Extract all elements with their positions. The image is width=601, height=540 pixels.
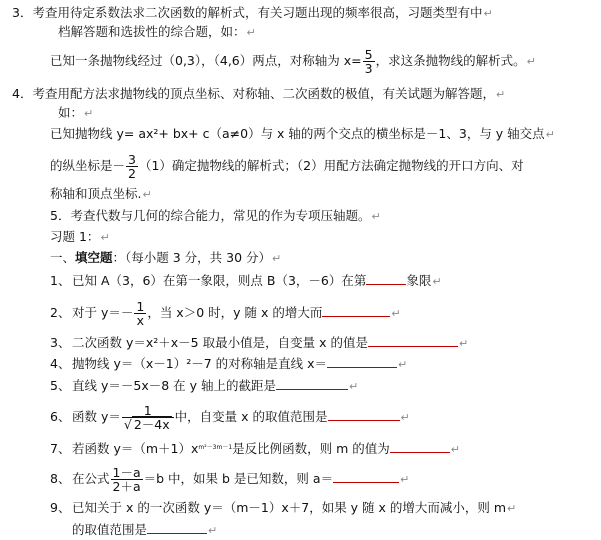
answer-blank-1[interactable] <box>366 272 406 285</box>
question-9: 9、 已知关于 x 的一次函数 y＝（m－1）x＋7，如果 y 随 x 的增大而减小，则 m↵ <box>50 500 517 515</box>
paragraph-mark-icon: ↵ <box>208 524 218 537</box>
para-3-line-2: 档解答题和选拔性的综合题，如：↵ <box>58 24 256 39</box>
paragraph-mark-icon: ↵ <box>398 358 408 371</box>
paragraph-mark-icon: ↵ <box>450 443 460 456</box>
sqrt-icon: √ <box>123 417 132 432</box>
para-4-line-1: 4．考查用配方法求抛物线的顶点坐标、对称轴、二次函数的极值，有关试题为解答题，↵ <box>12 86 506 101</box>
paragraph-mark-icon: ↵ <box>349 380 359 393</box>
paragraph-mark-icon: ↵ <box>100 231 110 244</box>
answer-blank-8[interactable] <box>333 470 399 483</box>
paragraph-mark-icon: ↵ <box>495 88 506 101</box>
answer-blank-2[interactable] <box>322 304 390 317</box>
para-5-line-1: 5．考查代数与几何的综合能力，常见的作为专项压轴题。↵ <box>50 208 381 223</box>
para-4-line-4: 的纵坐标是－ $\frac{3}{2}$ （1）确定抛物线的解析式；（2）用配方法确定抛物线的开口方向、对 <box>50 152 524 181</box>
fraction-1-x: $\frac{1}{x}$ <box>136 299 145 328</box>
para-4-line-3: 已知抛物线 y= ax²+ bx+ c（a≠0）与 x 轴的两个交点的横坐标是－1、3，与 y 轴交点↵ <box>50 126 555 141</box>
answer-blank-5[interactable] <box>276 377 348 390</box>
question-6: 6、 函数 y＝ $\frac{1}{√ 2-4x}$ 中，自变量 x 的取值范围是 ↵ <box>50 403 410 432</box>
paragraph-mark-icon: ↵ <box>246 26 256 39</box>
fraction-3-2: $\frac{3}{2}$ <box>128 152 136 181</box>
exponent: m²－3m－1 <box>198 444 233 451</box>
section-title: 一、填空题：（每小题 3 分，共 30 分）↵ <box>50 250 282 265</box>
question-7: 7、 若函数 $y=(m+1)x^{m^2-3m-1}$是反比例函数，则 m 的值为 ↵ <box>50 441 460 456</box>
question-9-line-2: 的取值范围是 ↵ <box>72 522 218 537</box>
paragraph-mark-icon: ↵ <box>483 7 493 20</box>
paragraph-mark-icon: ↵ <box>391 307 401 320</box>
paragraph-mark-icon: ↵ <box>545 128 555 141</box>
paragraph-mark-icon: ↵ <box>400 411 410 424</box>
question-5: 5、 直线 y＝－5x－8 在 y 轴上的截距是 ↵ <box>50 378 359 393</box>
question-3: 3、 二次函数 y＝x²＋x－5 取最小值是，自变量 x 的值是 ↵ <box>50 335 469 350</box>
fraction-1-a-2-a: $\frac{1-a}{2+a}$ <box>112 465 141 494</box>
fraction-5-3: $\frac{5}{3}$ <box>364 47 373 76</box>
answer-blank-7[interactable] <box>390 440 450 453</box>
para-3-line-3: 已知一条抛物线经过（0,3），（4,6）两点，对称轴为 x= $\frac{5}{3}$ ，求这条抛物线的解析式。↵ <box>50 47 536 76</box>
question-8: 8、 在公式 $\frac{1-a}{2+a}$ ＝b 中，如果 b 是已知数，则 a＝ ↵ <box>50 465 410 494</box>
paragraph-mark-icon: ↵ <box>400 473 410 486</box>
question-1: 1、 已知 A（3，6）在第一象限，则点 B（3，－6）在第 象限↵ <box>50 273 442 288</box>
exercise-title: 习题 1：↵ <box>50 229 110 244</box>
para-3-line-1: 3．考查用待定系数法求二次函数的解析式，有关习题出现的频率很高，习题类型有中↵ <box>12 5 493 20</box>
para-4-line-2: 如：↵ <box>58 105 94 120</box>
paragraph-mark-icon: ↵ <box>526 55 536 68</box>
paragraph-mark-icon: ↵ <box>142 188 152 201</box>
para-4-line-5: 称轴和顶点坐标.↵ <box>50 186 152 201</box>
paragraph-mark-icon: ↵ <box>84 107 94 120</box>
paragraph-mark-icon: ↵ <box>371 210 381 223</box>
paragraph-mark-icon: ↵ <box>507 502 517 515</box>
answer-blank-4[interactable] <box>327 355 397 368</box>
answer-blank-3[interactable] <box>368 334 458 347</box>
question-4: 4、 抛物线 y＝（x－1）²－7 的对称轴是直线 x＝ ↵ <box>50 356 408 371</box>
question-2: 2、 对于 y＝－ $\frac{1}{x}$ ，当 x＞0 时，y 随 x 的增大而 ↵ <box>50 299 401 328</box>
fraction-1-sqrt: $\frac{1}{√ 2-4x}$ <box>122 404 174 431</box>
answer-blank-6[interactable] <box>328 408 400 421</box>
paragraph-mark-icon: ↵ <box>458 337 469 350</box>
paragraph-mark-icon: ↵ <box>272 252 282 265</box>
answer-blank-9[interactable] <box>147 521 207 534</box>
paragraph-mark-icon: ↵ <box>432 275 442 288</box>
